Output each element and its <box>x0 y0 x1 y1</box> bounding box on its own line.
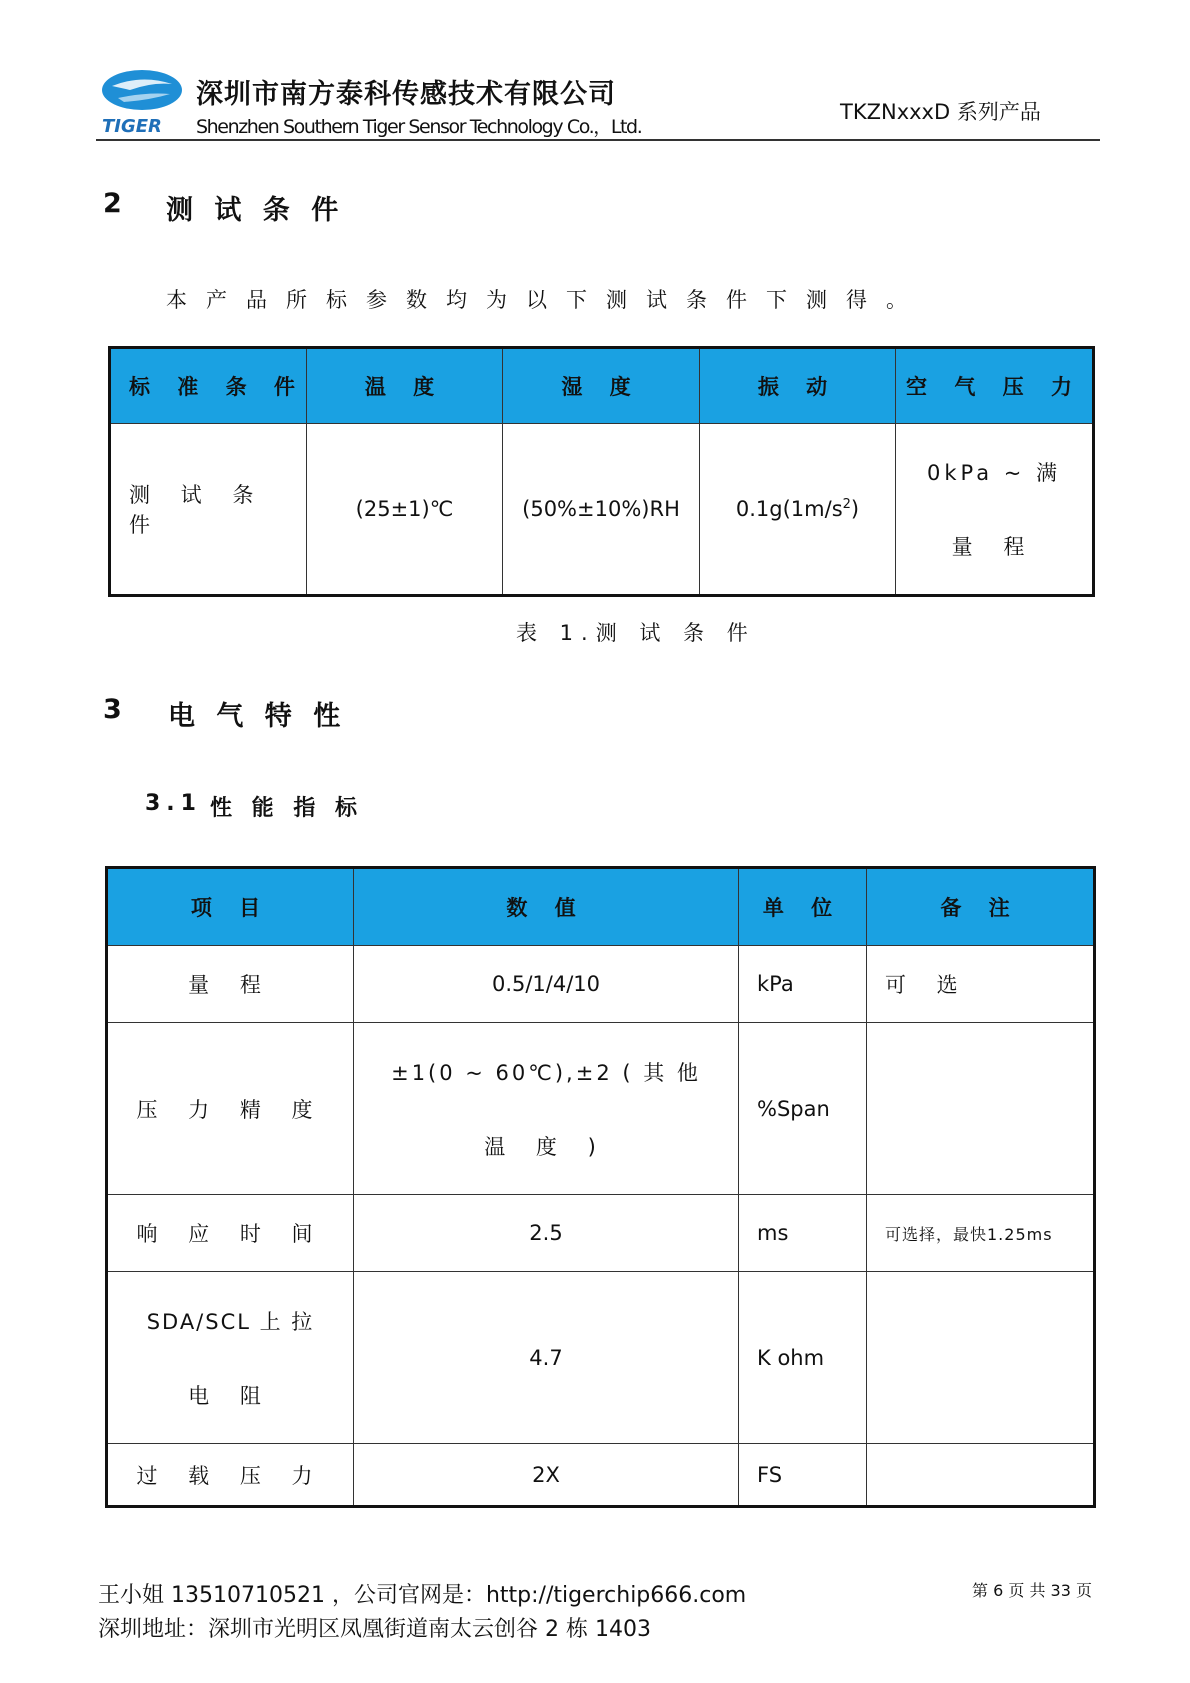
header-note: 备 注 <box>867 868 1095 946</box>
cell-item: 过 载 压 力 <box>107 1444 354 1507</box>
table-row <box>107 1195 1095 1272</box>
cell-item: SDA/SCL 上 拉 电 阻 <box>107 1272 354 1444</box>
test-conditions-table <box>108 346 1095 597</box>
cell-note <box>867 1272 1095 1444</box>
table-row <box>107 1272 1095 1444</box>
header-air-pressure: 空 气 压 力 <box>896 348 1094 424</box>
cell-value: 0.5/1/4/10 <box>354 946 739 1023</box>
table-row <box>107 1444 1095 1507</box>
header-vibration: 振 动 <box>700 348 896 424</box>
section-2-intro: 本产品所标参数均为以下测试条件下测得。 <box>166 288 926 312</box>
cell-item: 量 程 <box>107 946 354 1023</box>
cell-note: 可 选 <box>867 946 1095 1023</box>
cell-value: ±1(0 ~ 60℃),±2 ( 其 他 温 度 ) <box>354 1023 739 1195</box>
cell-temperature-value: (25±1)℃ <box>307 424 503 596</box>
table-1-caption: 表 1.测 试 条 件 <box>516 621 756 645</box>
cell-test-condition-label: 测 试 条 件 <box>110 424 307 596</box>
performance-header-row <box>107 868 1095 946</box>
section-3-1-title: 性 能 指 标 <box>210 796 363 821</box>
section-3-number: 3 <box>103 694 128 725</box>
cell-unit: K ohm <box>739 1272 867 1444</box>
cell-unit: FS <box>739 1444 867 1507</box>
header-temperature: 温 度 <box>307 348 503 424</box>
header-unit: 单 位 <box>739 868 867 946</box>
footer-contact: 王小姐 13510710521 ，公司官网是：http://tigerchip666.com <box>98 1583 747 1608</box>
header-item: 项 目 <box>107 868 354 946</box>
header-humidity: 湿 度 <box>503 348 700 424</box>
table-row <box>107 1023 1095 1195</box>
performance-table <box>105 866 1096 1508</box>
cell-note <box>867 1444 1095 1507</box>
cell-unit: %Span <box>739 1023 867 1195</box>
cell-humidity-value: (50%±10%)RH <box>503 424 700 596</box>
cell-note <box>867 1023 1095 1195</box>
footer-address: 深圳地址：深圳市光明区凤凰街道南太云创谷 2 栋 1403 <box>98 1617 651 1642</box>
section-3-1-number: 3.1 <box>145 791 202 816</box>
section-2-number: 2 <box>103 188 128 219</box>
product-series: TKZNxxxD 系列产品 <box>840 100 1041 124</box>
cell-value: 4.7 <box>354 1272 739 1444</box>
header-value: 数 值 <box>354 868 739 946</box>
cell-vibration-value: $0.1g(1m/s^2)$ <box>700 424 896 596</box>
section-2-title: 测 试 条 件 <box>166 195 345 226</box>
page-number: 第 6 页 共 33 页 <box>972 1581 1092 1600</box>
test-conditions-row <box>110 424 1094 596</box>
tiger-logo <box>100 68 184 136</box>
cell-value: 2X <box>354 1444 739 1507</box>
cell-value: 2.5 <box>354 1195 739 1272</box>
table-row <box>107 946 1095 1023</box>
cell-pressure-value: 0kPa ~ 满 量 程 <box>896 424 1094 596</box>
cell-item: 响 应 时 间 <box>107 1195 354 1272</box>
company-name-cn: 深圳市南方泰科传感技术有限公司 <box>196 79 616 110</box>
test-conditions-header-row <box>110 348 1094 424</box>
logo-text: TIGER <box>102 116 162 136</box>
section-3-title: 电 气 特 性 <box>168 701 347 732</box>
company-name-en: Shenzhen Southern Tiger Sensor Technology Co.，Ltd. <box>196 116 642 138</box>
cell-item: 压 力 精 度 <box>107 1023 354 1195</box>
cell-unit: ms <box>739 1195 867 1272</box>
cell-note: 可选择，最快1.25ms <box>867 1195 1095 1272</box>
header-standard-condition: 标 准 条 件 <box>110 348 307 424</box>
header-divider <box>96 139 1100 141</box>
cell-unit: kPa <box>739 946 867 1023</box>
